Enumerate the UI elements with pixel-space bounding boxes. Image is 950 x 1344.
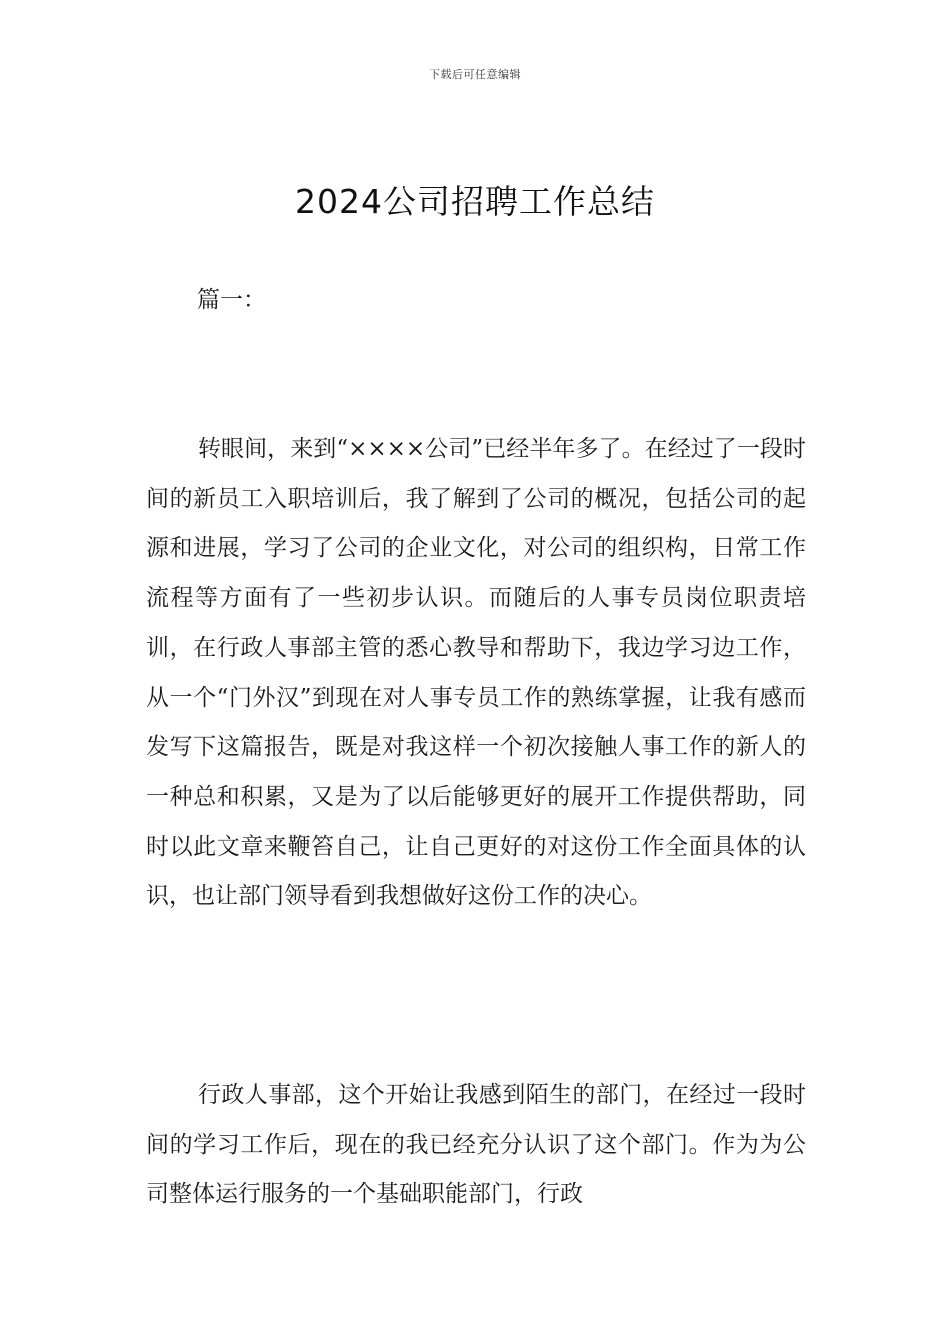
paragraph: 行政人事部，这个开始让我感到陌生的部门，在经过一段时间的学习工作后，现在的我已经充分认识了这个部门。作为为公司整体运行服务的一个基础职能部门，行政 — [146, 1082, 806, 1208]
section-label: 篇一： — [197, 287, 266, 313]
document-title: 2024公司招聘工作总结 — [295, 182, 655, 221]
paragraph: 转眼间，来到“××××公司”已经半年多了。在经过了一段时间的新员工入职培训后，我了解到了公司的概况，包括公司的起源和进展，学习了公司的企业文化，对公司的组织构，日常工作流程等方面有了一些初步认识。而随后的人事专员岗位职责培训，在行政人事部主管的悉心教导和帮助下，我边学习边工作，从一个“门外汉”到现在对人事专员工作的熟练掌握，让我有感而发写下这篇报告，既是对我这样一个初次接触人事工作的新人的一种总和积累，又是为了以后能够更好的展开工作提供帮助，同时以此文章来鞭笞自己，让自己更好的对这份工作全面具体的认识，也让部门领导看到我想做好这份工作的决心。 — [146, 436, 806, 910]
header-note: 下载后可任意编辑 — [429, 68, 521, 81]
